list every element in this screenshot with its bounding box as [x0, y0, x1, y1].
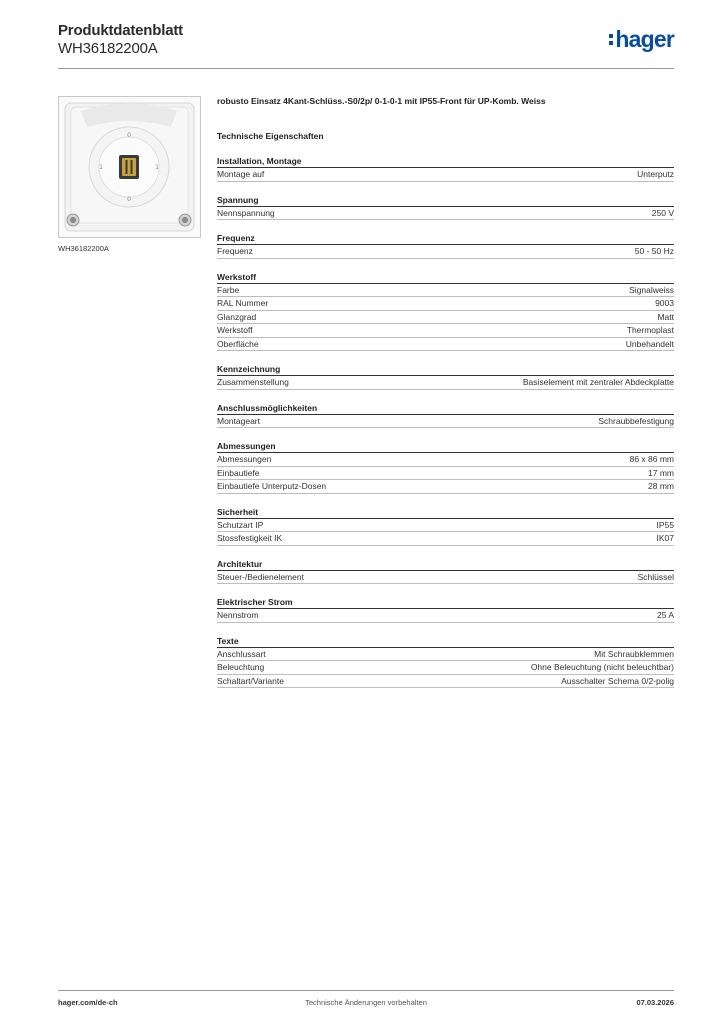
spec-section [217, 402, 674, 429]
document-title: Produktdatenblatt [58, 22, 183, 39]
logo-dots-icon [609, 34, 613, 45]
spec-value: Mit Schraubklemmen [594, 648, 674, 659]
spec-label: Farbe [217, 284, 240, 295]
section-title: Elektrischer Strom [217, 596, 674, 609]
spec-label: Werkstoff [217, 325, 253, 335]
image-caption: WH36182200A [58, 244, 109, 253]
spec-value: Ausschalter Schema 0/2-polig [561, 675, 674, 686]
spec-value: 86 x 86 mm [629, 454, 674, 464]
spec-content [217, 96, 674, 688]
section-title: Frequenz [217, 232, 674, 245]
svg-text:0: 0 [127, 132, 131, 139]
spec-value: 28 mm [648, 481, 674, 491]
spec-label: Steuer-/Bedienelement [217, 571, 304, 582]
spec-label: Zusammenstellung [217, 377, 289, 387]
key-switch-product-icon [59, 97, 200, 237]
spec-section [217, 558, 674, 585]
spec-sections [217, 155, 674, 688]
spec-section [217, 155, 674, 182]
section-title: Architektur [217, 558, 674, 571]
spec-value: 9003 [655, 298, 674, 308]
spec-row [217, 661, 674, 675]
spec-label: Einbautiefe [217, 467, 260, 478]
hager-logo [609, 26, 674, 53]
spec-row [217, 675, 674, 689]
spec-value: Matt [657, 311, 674, 322]
spec-label: Anschlussart [217, 648, 266, 659]
spec-section [217, 635, 674, 689]
spec-section [217, 596, 674, 623]
footer-date: 07.03.2026 [636, 998, 674, 1007]
spec-value: 17 mm [648, 467, 674, 478]
section-title: Spannung [217, 194, 674, 207]
spec-row [217, 297, 674, 311]
spec-value: IK07 [656, 533, 674, 543]
spec-value: Ohne Beleuchtung (nicht beleuchtbar) [530, 662, 674, 672]
spec-row [217, 609, 674, 623]
spec-label: Abmessungen [217, 454, 272, 464]
spec-label: Stossfestigkeit IK [217, 533, 283, 543]
spec-value: Unterputz [637, 169, 674, 179]
spec-value: 50 - 50 Hz [634, 246, 674, 256]
spec-label: Oberfläche [217, 338, 259, 349]
spec-label: Schutzart IP [217, 519, 264, 530]
product-image [58, 96, 201, 238]
logo-text: hager [615, 26, 674, 52]
spec-section [217, 271, 674, 352]
spec-row [217, 376, 674, 390]
spec-value: Schraubbefestigung [598, 415, 674, 426]
spec-value: Basiselement mit zentraler Abdeckplatte [522, 377, 674, 387]
footer-website: hager.com/de-ch [58, 998, 118, 1007]
spec-value: Signalweiss [629, 284, 674, 295]
spec-label: Frequenz [217, 246, 253, 256]
spec-label: Beleuchtung [217, 662, 265, 672]
spec-row [217, 415, 674, 429]
spec-value: Schlüssel [637, 571, 674, 582]
spec-label: Einbautiefe Unterputz-Dosen [217, 481, 327, 491]
spec-label: RAL Nummer [217, 298, 269, 308]
spec-row [217, 453, 674, 467]
section-title: Sicherheit [217, 506, 674, 519]
spec-row [217, 245, 674, 259]
spec-row [217, 207, 674, 221]
spec-value: Thermoplast [626, 325, 674, 335]
page-header [58, 20, 674, 68]
section-title: Installation, Montage [217, 155, 674, 168]
footer-note: Technische Änderungen vorbehalten [305, 998, 427, 1007]
spec-value: Unbehandelt [625, 338, 674, 349]
spec-label: Glanzgrad [217, 311, 257, 322]
section-title: Abmessungen [217, 440, 674, 453]
spec-row [217, 168, 674, 182]
spec-value: 25 A [656, 610, 674, 620]
article-number: WH36182200A [58, 40, 158, 57]
section-title: Texte [217, 635, 674, 648]
spec-value: 250 V [651, 207, 674, 218]
spec-section [217, 440, 674, 494]
spec-row [217, 284, 674, 298]
technical-properties-heading: Technische Eigenschaften [217, 131, 324, 141]
product-name: robusto Einsatz 4Kant-Schlüss.-S0/2p/ 0-1-0-1 mit IP55-Front für UP-Komb. Weiss [217, 96, 546, 106]
spec-row [217, 571, 674, 585]
section-title: Kennzeichnung [217, 363, 674, 376]
header-divider [58, 68, 674, 69]
section-title: Werkstoff [217, 271, 674, 284]
svg-text:0: 0 [127, 196, 131, 203]
spec-label: Montageart [217, 415, 260, 426]
spec-section [217, 194, 674, 221]
spec-value: IP55 [656, 519, 674, 530]
spec-row [217, 467, 674, 481]
section-title: Anschlussmöglichkeiten [217, 402, 674, 415]
spec-label: Nennstrom [217, 610, 259, 620]
spec-section [217, 232, 674, 259]
spec-section [217, 506, 674, 546]
spec-row [217, 532, 674, 546]
svg-text:1: 1 [155, 164, 159, 171]
spec-row [217, 311, 674, 325]
spec-label: Schaltart/Variante [217, 675, 284, 686]
spec-row [217, 519, 674, 533]
svg-text:1: 1 [99, 164, 103, 171]
spec-row [217, 480, 674, 494]
spec-label: Nennspannung [217, 207, 275, 218]
spec-row [217, 648, 674, 662]
spec-section [217, 363, 674, 390]
spec-label: Montage auf [217, 169, 265, 179]
spec-row [217, 338, 674, 352]
spec-row [217, 324, 674, 338]
footer-divider [58, 990, 674, 991]
